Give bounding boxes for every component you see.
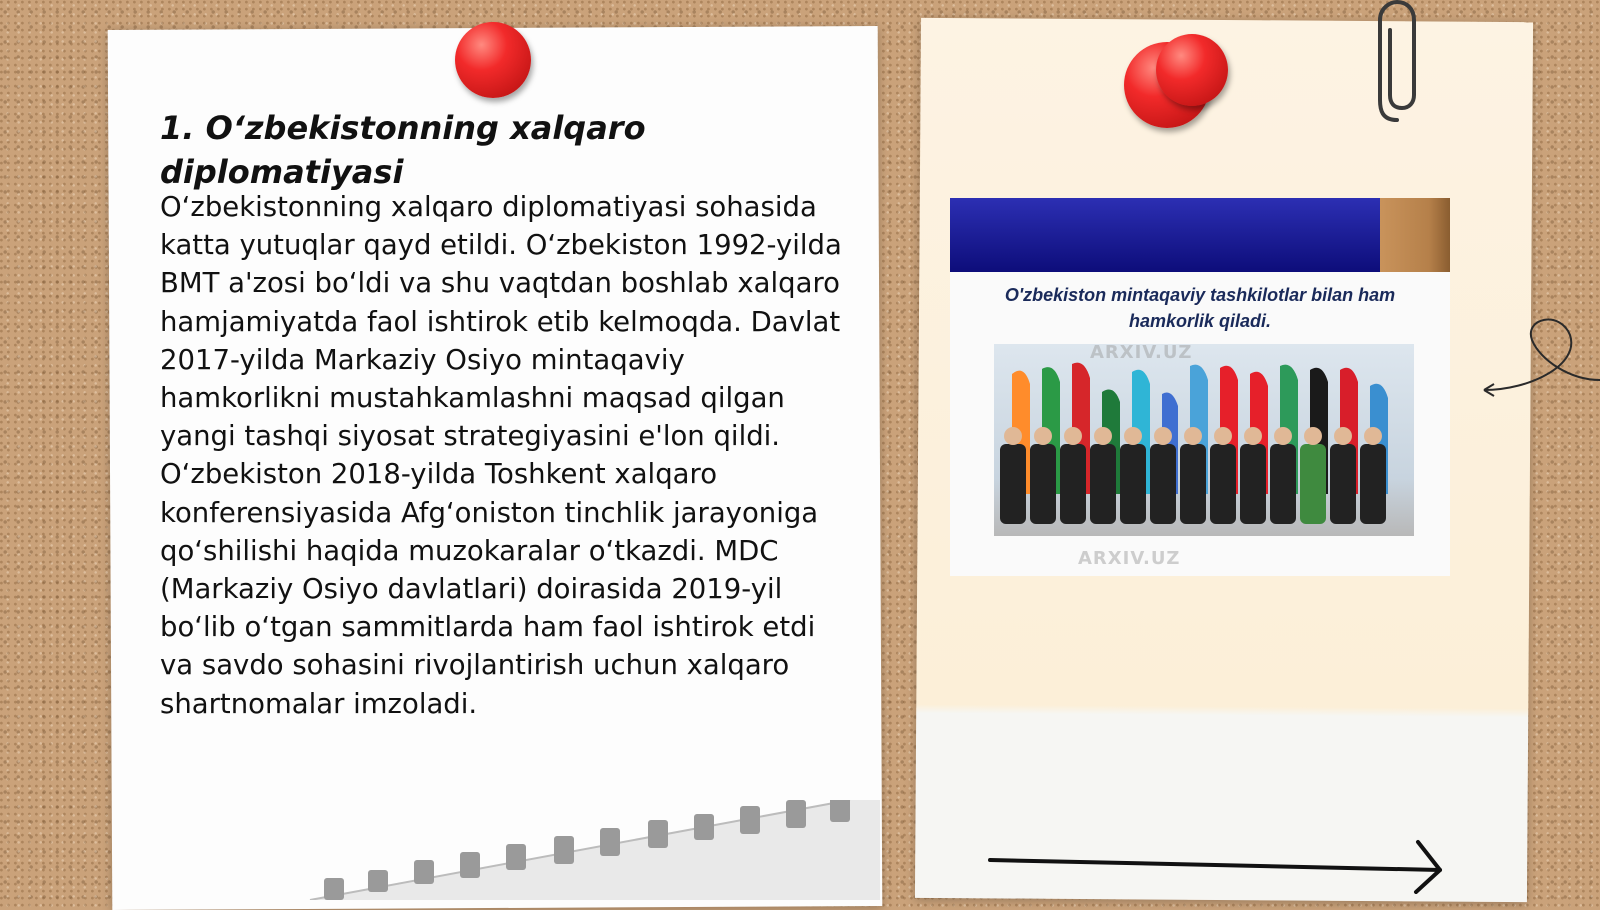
string-doodle bbox=[1480, 310, 1600, 410]
torn-paper-curl bbox=[110, 800, 880, 900]
watermark-top: ARXIV.UZ bbox=[1090, 342, 1193, 363]
photo-card bbox=[950, 198, 1450, 576]
watermark-bottom: ARXIV.UZ bbox=[1078, 548, 1181, 569]
body-paragraph: O‘zbekistonning xalqaro diplomatiyasi sohasida katta yutuqlar qayd etildi. O‘zbekiston 1992-yilda BMT a'zosi bo‘ldi va shu vaqtdan boshlab xalqaro hamjamiyatda faol ishtirok etib kelmoqda. Davlat 2017-yilda Markaziy Osiyo mintaqaviy hamkorlikni mustahkamlashni maqsad qilgan yangi tashqi siyosat strategiyasini e'lon qildi. O‘zbekiston 2018-yilda Toshkent xalqaro konferensiyasida Afg‘oniston tinchlik jarayoniga qo‘shilishi haqida muzokaralar o‘tkazdi. MDC (Markaziy Osiyo davlatlari) doirasida 2019-yil bo‘lib o‘tgan sammitlarda ham faol ishtirok etdi va savdo sohasini rivojlantirish uchun xalqaro shartnomalar imzoladi. bbox=[160, 191, 842, 720]
paperclip-icon bbox=[1372, 0, 1422, 130]
page-title: 1. O‘zbekistonning xalqaro diplomatiyasi bbox=[160, 109, 646, 191]
summit-photo bbox=[994, 344, 1414, 536]
pushpin-icon bbox=[1156, 34, 1228, 106]
pushpin-icon bbox=[455, 22, 531, 98]
card-caption: O'zbekiston mintaqaviy tashkilotlar bilan ham hamkorlik qiladi. bbox=[1004, 285, 1396, 331]
flags-and-leaders-illustration bbox=[994, 344, 1414, 536]
arrow-right-icon bbox=[988, 834, 1448, 894]
card-header-bar bbox=[950, 198, 1380, 272]
card-header-accent bbox=[1380, 198, 1450, 272]
